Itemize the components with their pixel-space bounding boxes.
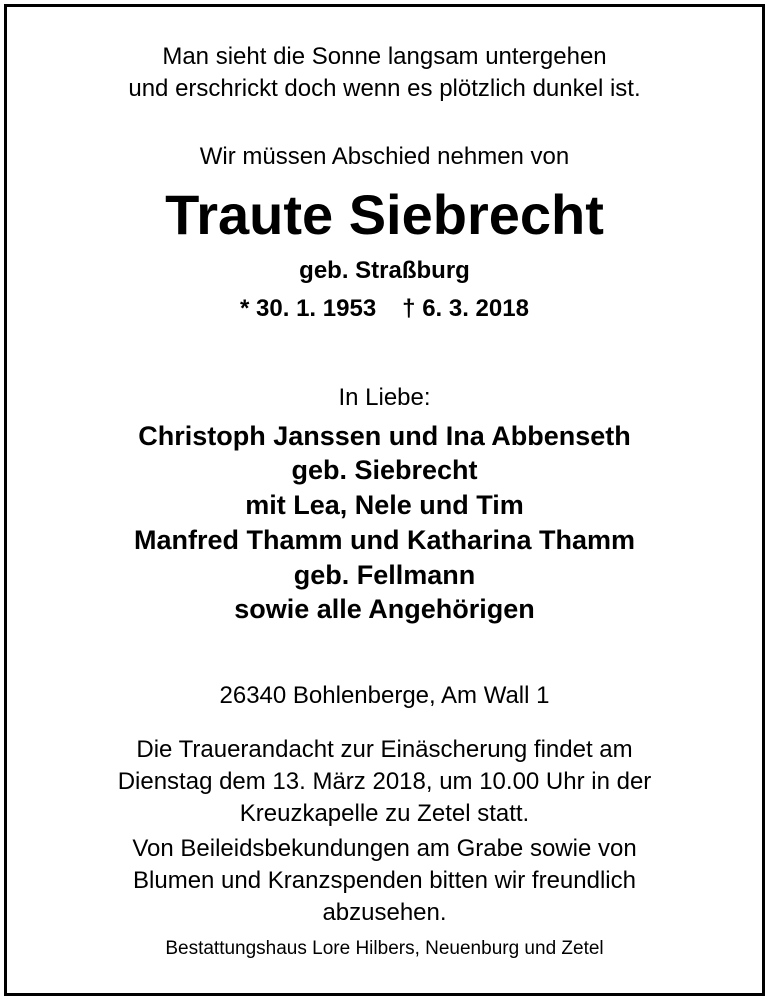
mourner-line: Manfred Thamm und Katharina Thamm [133,525,636,555]
signoff-text: In Liebe: [338,384,431,411]
service-line: Kreuzkapelle zu Zetel statt. [239,800,530,827]
intro-text: Wir müssen Abschied nehmen von [199,143,570,170]
condolence-line: abzusehen. [322,899,447,926]
maiden-name: geb. Straßburg [299,257,470,284]
obituary-notice [4,4,765,996]
mourner-line: sowie alle Angehörigen [234,594,535,624]
death-date: † 6. 3. 2018 [402,295,529,322]
verse-line-2: und erschrickt doch wenn es plötzlich dunkel ist. [128,75,641,102]
mourner-line: Christoph Janssen und Ina Abbenseth [138,421,631,451]
deceased-name: Traute Siebrecht [165,183,604,246]
address-text: 26340 Bohlenberge, Am Wall 1 [219,682,550,709]
condolence-line: Von Beileidsbekundungen am Grabe sowie von [132,835,637,862]
mourner-line: geb. Fellmann [293,560,476,590]
birth-date: * 30. 1. 1953 [240,295,377,322]
undertaker-text: Bestattungshaus Lore Hilbers, Neuenburg und Zetel [165,938,604,959]
mourner-line: mit Lea, Nele und Tim [245,490,524,520]
service-line: Dienstag dem 13. März 2018, um 10.00 Uhr in der [117,768,652,795]
life-dates [7,297,762,321]
service-line: Die Trauerandacht zur Einäscherung findet am [136,736,633,763]
mourner-line: geb. Siebrecht [291,455,478,485]
verse-line-1: Man sieht die Sonne langsam untergehen [162,43,607,70]
condolence-line: Blumen und Kranzspenden bitten wir freundlich [133,867,636,894]
